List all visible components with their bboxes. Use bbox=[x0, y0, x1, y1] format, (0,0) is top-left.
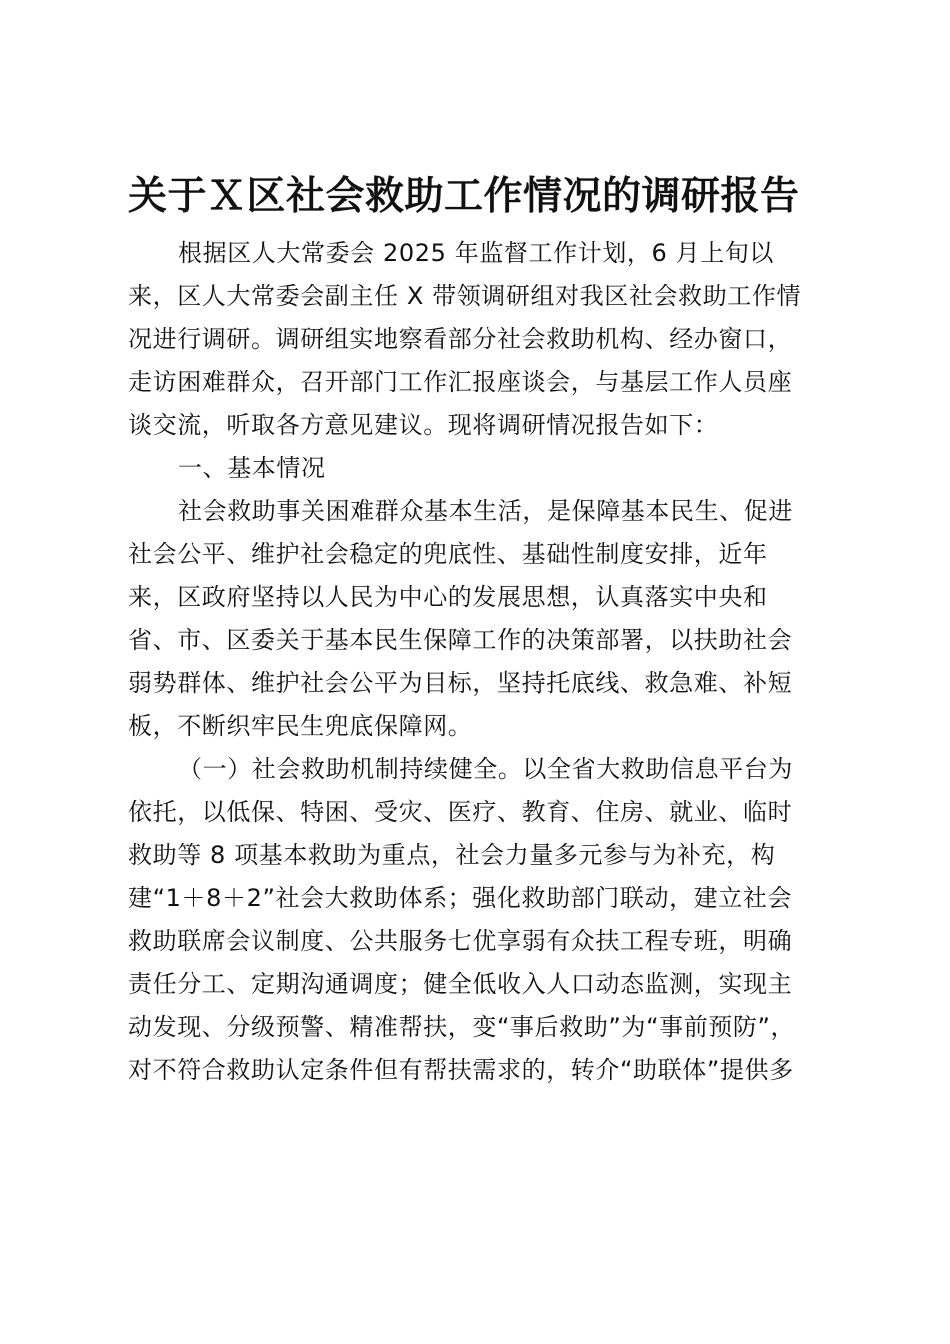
paragraph-line: 对不符合救助认定条件但有帮扶需求的，转介“助联体”提供多 bbox=[128, 1056, 794, 1084]
paragraph-line: 建“1＋8＋2”社会大救助体系；强化救助部门联动，建立社会 bbox=[128, 884, 793, 912]
paragraph-line: 社会公平、维护社会稳定的兜底性、基础性制度安排，近年 bbox=[128, 540, 768, 568]
paragraph-line: 救助等 8 项基本救助为重点，社会力量多元参与为补充，构 bbox=[128, 841, 776, 869]
section-heading: 一、基本情况 bbox=[178, 454, 326, 482]
paragraph-line: 救助联席会议制度、公共服务七优享弱有众扶工程专班，明确 bbox=[128, 927, 793, 955]
paragraph-line: 来，区人大常委会副主任 X 带领调研组对我区社会救助工作情 bbox=[128, 282, 802, 310]
paragraph-line: 来，区政府坚持以人民为中心的发展思想，认真落实中央和 bbox=[128, 583, 768, 611]
paragraph-line: 弱势群体、维护社会公平为目标，坚持托底线、救急难、补短 bbox=[128, 669, 793, 697]
paragraph-line: 动发现、分级预警、精准帮扶，变“事后救助”为“事前预防”， bbox=[128, 1013, 796, 1041]
paragraph-line: 谈交流，听取各方意见建议。现将调研情况报告如下： bbox=[128, 411, 719, 439]
paragraph-line: 责任分工、定期沟通调度；健全低收入人口动态监测，实现主 bbox=[128, 970, 793, 998]
document-title: 关于Ｘ区社会救助工作情况的调研报告 bbox=[128, 173, 800, 219]
subsection-paragraph-line: （一）社会救助机制持续健全。以全省大救助信息平台为 bbox=[178, 755, 793, 783]
paragraph-line: 省、市、区委关于基本民生保障工作的决策部署，以扶助社会 bbox=[128, 626, 793, 654]
document-body bbox=[128, 232, 822, 1092]
paragraph-line: 走访困难群众，召开部门工作汇报座谈会，与基层工作人员座 bbox=[128, 368, 793, 396]
paragraph-line: 根据区人大常委会 2025 年监督工作计划，6 月上旬以 bbox=[178, 239, 775, 267]
paragraph-line: 依托，以低保、特困、受灾、医疗、教育、住房、就业、临时 bbox=[128, 798, 793, 826]
paragraph-line: 板，不断织牢民生兜底保障网。 bbox=[128, 712, 473, 740]
paragraph-line: 社会救助事关困难群众基本生活，是保障基本民生、促进 bbox=[178, 497, 793, 525]
paragraph-line: 况进行调研。调研组实地察看部分社会救助机构、经办窗口， bbox=[128, 325, 793, 353]
